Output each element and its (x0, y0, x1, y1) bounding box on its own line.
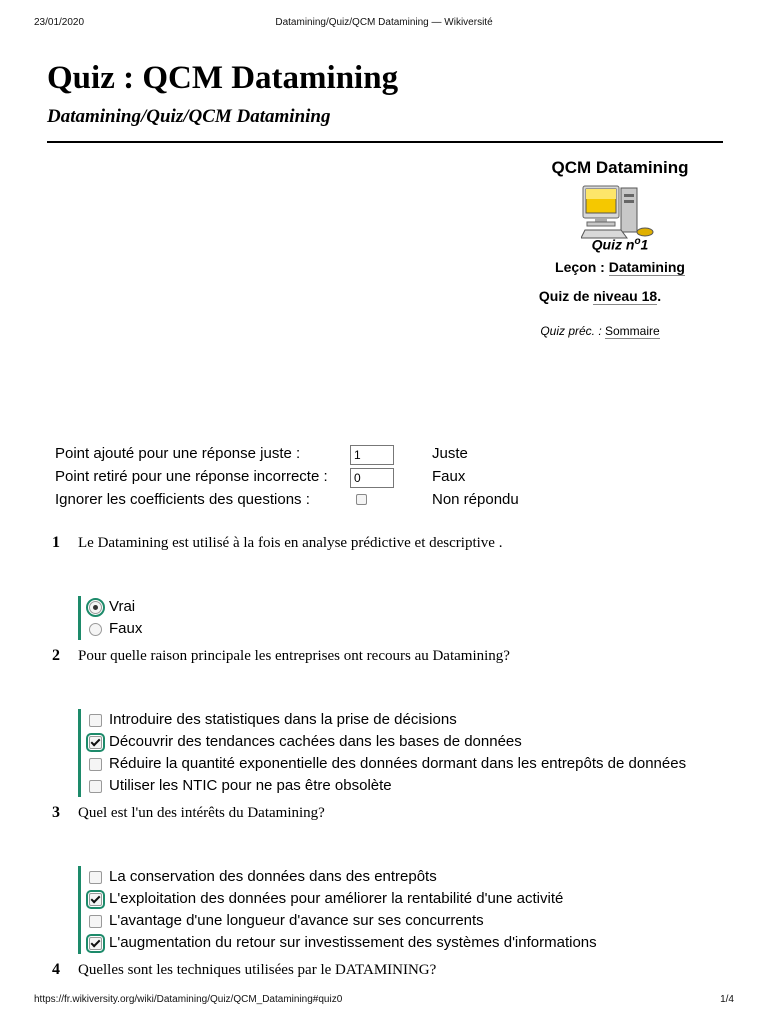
legend-right: Juste (432, 445, 468, 462)
answers-3 (78, 866, 597, 954)
radio-button[interactable] (89, 601, 102, 614)
print-date: 23/01/2020 (34, 17, 85, 28)
ignore-coefficients-label: Ignorer les coefficients des questions : (55, 491, 310, 508)
computer-icon (581, 184, 659, 242)
print-tab-title: Datamining/Quiz/QCM Datamining — Wikiversité (275, 17, 493, 28)
answer-option[interactable]: Découvrir des tendances cachées dans les bases de données (89, 731, 686, 753)
infobox-title: QCM Datamining (551, 158, 689, 177)
page-subtitle: Datamining/Quiz/QCM Datamining (47, 106, 331, 127)
answer-option[interactable]: Réduire la quantité exponentielle des données dormant dans les entrepôts de données (89, 753, 686, 775)
level-link[interactable]: niveau 18 (593, 288, 658, 304)
lesson-link[interactable]: Datamining (608, 259, 685, 275)
answer-option[interactable]: Vrai (89, 596, 142, 618)
question-text: Quel est l'un des intérêts du Datamining? (78, 805, 325, 821)
correct-points-input[interactable] (350, 445, 394, 465)
question-text: Pour quelle raison principale les entreprises ont recours au Datamining? (78, 648, 510, 664)
lesson-line: Leçon : Datamining (555, 259, 685, 275)
checkbox[interactable] (89, 937, 102, 950)
print-page-number: 1/4 (720, 994, 734, 1005)
quiz-number: Quiz $n^o1$ (591, 236, 649, 253)
checkbox[interactable] (89, 758, 102, 771)
question-text: Le Datamining est utilisé à la fois en analyse prédictive et descriptive . (78, 535, 503, 551)
answer-option[interactable]: L'augmentation du retour sur investissement des systèmes d'informations (89, 932, 597, 954)
question-3: 3 Quel est l'un des intérêts du Datamining? (52, 804, 325, 821)
correct-points-label: Point ajouté pour une réponse juste : (55, 445, 301, 462)
question-4: 4 Quelles sont les techniques utilisées par le DATAMINING? (52, 961, 437, 978)
question-2: 2 Pour quelle raison principale les entreprises ont recours au Datamining? (52, 647, 510, 664)
question-text: Quelles sont les techniques utilisées par le DATAMINING? (78, 962, 437, 978)
checkbox[interactable] (89, 871, 102, 884)
answers-1 (78, 596, 142, 640)
previous-quiz-line: Quiz préc. : Sommaire (540, 324, 660, 338)
page-title: Quiz : QCM Datamining (47, 60, 399, 96)
answer-option[interactable]: Utiliser les NTIC pour ne pas être obsolète (89, 775, 686, 797)
previous-quiz-link[interactable]: Sommaire (605, 324, 660, 338)
answers-2 (78, 709, 686, 797)
print-url: https://fr.wikiversity.org/wiki/Datamining/Quiz/QCM_Datamining#quiz0 (34, 994, 343, 1005)
answer-option[interactable]: L'avantage d'une longueur d'avance sur ses concurrents (89, 910, 597, 932)
wrong-points-input[interactable] (350, 468, 394, 488)
checkbox[interactable] (89, 893, 102, 906)
question-1: 1 Le Datamining est utilisé à la fois en analyse prédictive et descriptive . (52, 534, 503, 551)
answer-option[interactable]: La conservation des données dans des entrepôts (89, 866, 597, 888)
ignore-coefficients-checkbox[interactable] (356, 494, 367, 505)
legend-wrong: Faux (432, 468, 466, 485)
checkbox[interactable] (89, 915, 102, 928)
title-divider (47, 141, 723, 143)
level-line: Quiz de niveau 18. (538, 288, 662, 304)
radio-button[interactable] (89, 623, 102, 636)
wrong-points-label: Point retiré pour une réponse incorrecte : (55, 468, 328, 485)
legend-none: Non répondu (432, 491, 519, 508)
checkbox[interactable] (89, 736, 102, 749)
checkbox[interactable] (89, 780, 102, 793)
quiz-infobox (520, 158, 720, 242)
checkbox[interactable] (89, 714, 102, 727)
answer-option[interactable]: Introduire des statistiques dans la prise de décisions (89, 709, 686, 731)
answer-option[interactable]: Faux (89, 618, 142, 640)
answer-option[interactable]: L'exploitation des données pour améliorer la rentabilité d'une activité (89, 888, 597, 910)
